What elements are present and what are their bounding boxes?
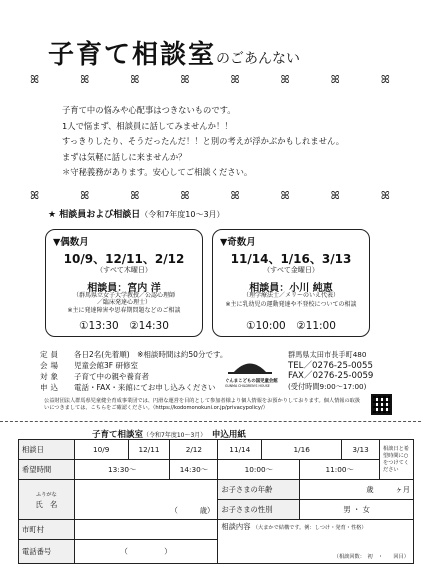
form-row-city: [19, 520, 414, 540]
logo-text-en: GUNMA CHILDREN'S HOUSE: [225, 384, 270, 388]
schedule-heading: [48, 207, 225, 220]
cut-line: [0, 421, 421, 422]
time-option[interactable]: 11:00～: [300, 460, 380, 480]
odd-month-dates: 11/14、1/16、3/13: [230, 252, 352, 266]
info-row: [40, 360, 227, 371]
even-month-box: [45, 229, 203, 337]
contact-tel: TEL／0276-25-0055: [288, 360, 373, 371]
info-key: 対象: [40, 372, 61, 381]
time-option[interactable]: 13:30～: [74, 460, 170, 480]
odd-counselor-credential: （理学療法士／メリーのいえ代表）: [242, 292, 339, 299]
page-title: [48, 34, 300, 71]
date-option[interactable]: 11/14: [218, 440, 262, 460]
odd-month-weekday: （すべて金曜日）: [263, 266, 319, 274]
form-label: お子さまの性別: [218, 500, 300, 520]
child-sex-field[interactable]: 男 ・ 女: [300, 500, 414, 520]
info-key: 申込: [40, 383, 61, 392]
info-key: 定員: [40, 350, 61, 359]
child-age-field[interactable]: 歳 ヶ月: [300, 480, 414, 500]
contact-address: 群馬県太田市長手町480: [288, 350, 367, 359]
butterfly-icon: ꕤ: [230, 189, 240, 202]
butterfly-icon: ꕤ: [130, 73, 140, 86]
info-value: 子育て中の親や養育者: [74, 372, 149, 381]
title-sub: のごあんない: [216, 51, 301, 67]
butterfly-icon: ꕤ: [80, 73, 90, 86]
info-row: [40, 382, 227, 393]
info-row: [40, 349, 227, 360]
even-month-dates: 10/9、12/11、2/12: [63, 252, 185, 266]
intro-line: 1人で悩まず、相談員に話してみませんか！！: [62, 120, 233, 131]
even-month-weekday: （すべて木曜日）: [96, 266, 152, 274]
butterfly-icon: ꕤ: [30, 73, 40, 86]
intro-line: ＊守秘義務があります。安心してご相談ください。: [62, 167, 253, 178]
odd-times: ①10:00 ②11:00: [246, 320, 336, 332]
date-option[interactable]: 3/13: [342, 440, 380, 460]
butterfly-icon: ꕤ: [380, 73, 390, 86]
info-row: [40, 371, 227, 382]
form-label: お子さまの年齢: [218, 480, 300, 500]
butterfly-icon: ꕤ: [180, 73, 190, 86]
time-option[interactable]: 10:00～: [218, 460, 300, 480]
info-key: 会場: [40, 361, 61, 370]
odd-month-box: [212, 229, 370, 337]
form-label: 希望時間: [19, 460, 75, 480]
info-list: [40, 349, 227, 393]
schedule-period: （令和7年度10～3月）: [140, 210, 225, 219]
intro-text: [62, 103, 344, 181]
date-option[interactable]: 1/16: [262, 440, 342, 460]
butterfly-icon: ꕤ: [380, 189, 390, 202]
date-option[interactable]: 12/11: [128, 440, 170, 460]
butterfly-row-top: [30, 74, 390, 85]
even-counselor-note: ※主に発達障害や思春期問題などのご相談: [67, 307, 181, 314]
date-option[interactable]: 10/9: [74, 440, 128, 460]
form-row-name: [19, 480, 414, 500]
intro-line: まずは気軽に話しに来ませんか？: [62, 151, 187, 162]
even-month-label: ▼偶数月: [53, 237, 89, 248]
butterfly-icon: ꕤ: [230, 73, 240, 86]
phone-field[interactable]: （ ）: [74, 540, 218, 564]
intro-line: すっきりしたり、そうだったんだ！！と別の考えが浮かぶかもしれません。: [62, 136, 345, 147]
even-times: ①13:30 ②14:30: [79, 320, 169, 332]
butterfly-icon: ꕤ: [330, 73, 340, 86]
butterfly-icon: ꕤ: [30, 189, 40, 202]
form-label: [19, 480, 75, 520]
butterfly-row-bottom: [30, 190, 390, 201]
form-label: 相談日: [19, 440, 75, 460]
logo-text: ぐんまこどもの国児童会館: [225, 379, 278, 384]
date-option[interactable]: 2/12: [170, 440, 218, 460]
butterfly-icon: ꕤ: [280, 73, 290, 86]
odd-counselor: 相談員：小川 純恵: [249, 283, 333, 294]
qr-code[interactable]: [371, 394, 392, 415]
even-counselor-credential: ／臨床発達心理士）: [96, 299, 151, 306]
title-main: 子育て相談室: [48, 40, 217, 70]
privacy-notice: 公益財団法人群馬県児童健全育成事業団では、円滑な運営を目的として参加者様より個人情報をお預かりしております。個人情報の取扱いにつきましては、こちらをご確認ください。（https://kodomonokuni.or.jp/privacypolicy/）: [44, 398, 361, 412]
odd-counselor-note: ※主に乳幼児の運動発達や不登校についての相談: [225, 301, 357, 308]
butterfly-icon: ꕤ: [80, 189, 90, 202]
form-title-sub: 申込用紙: [211, 430, 246, 440]
schedule-heading-label: ★ 相談員および相談日: [48, 210, 141, 220]
consult-content-field[interactable]: [218, 520, 414, 564]
butterfly-icon: ꕤ: [130, 189, 140, 202]
form-label: 相談内容: [221, 522, 251, 531]
contact-hours: (受付時間9:00～17:00): [288, 381, 367, 391]
info-value: 電話・FAX・来館にてお申し込みください: [74, 383, 216, 392]
form-row-dates: [19, 440, 414, 460]
content-note: （大まかで結構です。例：しつけ・発育・性格）: [252, 525, 367, 531]
consult-count: （相談回数： 初 ・ 回目）: [333, 554, 409, 560]
form-label: 市町村: [19, 520, 75, 540]
furigana-label: ふりがな: [36, 491, 57, 498]
age-paren: （ 歳）: [170, 506, 215, 515]
form-label: 電話番号: [19, 540, 75, 564]
form-title-period: （令和7年度10～3月）: [143, 432, 204, 439]
even-counselor: 相談員：宮内 洋: [87, 283, 161, 294]
form-title-main: 子育て相談室: [92, 430, 144, 440]
contact-fax: FAX／0276-25-0059: [288, 371, 374, 381]
even-counselor-credential: （群馬県立女子大学教授／公認心理師: [72, 292, 175, 299]
butterfly-icon: ꕤ: [180, 189, 190, 202]
city-field[interactable]: [74, 520, 218, 540]
time-option[interactable]: 14:30～: [170, 460, 218, 480]
organization-logo: [225, 358, 278, 388]
form-row-time: [19, 460, 414, 480]
butterfly-icon: ꕤ: [280, 189, 290, 202]
contact-info: [288, 350, 373, 392]
info-value: 児童会館3F 研修室: [74, 361, 138, 370]
info-value: 各日2名(先着順) ※相談時間は約50分です。: [74, 350, 228, 359]
butterfly-icon: ꕤ: [330, 189, 340, 202]
odd-month-label: ▼奇数月: [220, 237, 256, 248]
name-label: 氏 名: [35, 499, 58, 509]
logo-dome-icon: [225, 358, 275, 374]
check-instruction: 相談日と希望時間に○をつけてください: [380, 440, 414, 480]
application-form: [18, 439, 414, 564]
intro-line: 子育て中の悩みや心配事はつきないものです。: [62, 105, 236, 115]
name-field[interactable]: [74, 480, 218, 520]
